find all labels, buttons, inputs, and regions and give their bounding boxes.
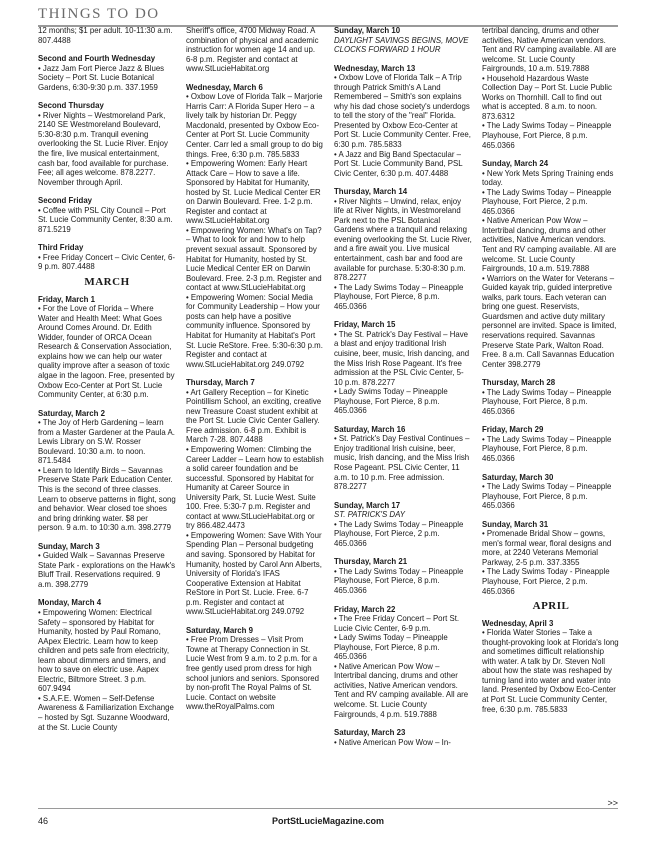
spacer (334, 178, 472, 187)
spacer (334, 311, 472, 320)
day-heading: Wednesday, March 6 (186, 82, 263, 92)
event-entry: • Lady Swims Today – Pineapple Playhouse, Fort Pierce, 8 p.m. 465.0366 (334, 633, 448, 662)
day-subheading: DAYLIGHT SAVINGS BEGINS, MOVE CLOCKS FORWARD 1 HOUR (334, 35, 469, 55)
column-2 (186, 26, 324, 712)
event-entry: • Empowering Women: Climbing the Career Ladder – Learn how to establish a solid career foundation and be successful. Sponsored by Habitat for Humanity at Career Source in University Park, St. Lucie West. Suite 100. Free. 5:30-7 p.m. Register and contact at www.StLucieHabitat.org or try 866.482.4473 (186, 444, 324, 531)
spacer (38, 400, 176, 409)
section-title: THINGS TO DO (38, 6, 160, 22)
month-heading: APRIL (532, 600, 570, 613)
event-entry: • Native American Pow Wow – In- (334, 737, 451, 747)
event-entry: • Native American Pow Wow – Intertribal dancing, drums and other activities, Native American vendors. Tent and RV camping available. All are welcome. St. Lucie County Fairgrounds, 4 p.m. 519.7888 (334, 661, 469, 719)
event-entry: • St. Patrick's Day Festival Continues – Enjoy traditional Irish cuisine, beer, music, Irish dancing, and the Miss Irish Rose Pageant. PSL Civic Center, 11 a.m. to 10 p.m. Free admission. 878.2277 (334, 434, 470, 492)
page-footer (38, 798, 618, 830)
day-heading: Saturday, March 16 (334, 424, 406, 434)
day-heading: Thursday, March 21 (334, 557, 408, 567)
spacer (186, 369, 324, 378)
day-heading: Second Friday (38, 196, 93, 206)
day-heading: Sunday, March 31 (482, 519, 549, 529)
day-heading: Wednesday, April 3 (482, 618, 554, 628)
day-heading: Saturday, March 9 (186, 625, 253, 635)
spacer (38, 533, 176, 542)
spacer (482, 464, 620, 473)
spacer (186, 617, 324, 626)
event-entry: • Lady Swims Today – Pineapple Playhouse, Fort Pierce, 8 p.m. 465.0366 (334, 387, 448, 416)
event-entry: • Florida Water Stories – Take a thought-provoking look at Florida's long and sometimes difficult relationship with water. A talk by Dr. Steven Noll about how the state was reshaped by turning land into water and water into land. Presented by Oxbow Eco-Center at Port St. Lucie Community Center, free, 6:30 p.m. 785.5833 (482, 628, 619, 714)
event-entry: • Coffee with PSL City Council – Port St. Lucie Community Center, 8:30 a.m. 871.5219 (38, 205, 173, 234)
day-heading: Third Friday (38, 243, 84, 253)
event-entry: • The Lady Swims Today – Pineapple Playhouse, Fort Pierce, 8 p.m. 465.0366 (482, 482, 612, 511)
spacer (38, 234, 176, 243)
spacer (334, 492, 472, 501)
spacer (334, 416, 472, 425)
column-4 (482, 26, 620, 714)
month-heading: MARCH (84, 276, 130, 289)
event-entry: • Free Prom Dresses – Visit Prom Towne at Therapy Connection in St. Lucie West from 9 a.m. to 2 p.m. for a free gently used prom dress for high school juniors and seniors. Sponsored by non-profit The Royal Palms of St. Lucie. Contact on website www.theRoyalPalms.com (186, 635, 319, 712)
event-entry: • The Lady Swims Today – Pineapple Playhouse, Fort Pierce, 8 p.m. 465.0366 (482, 434, 612, 463)
event-entry: • The Free Friday Concert – Port St. Lucie Civic Center, 6-9 p.m. (334, 614, 460, 633)
event-entry: • Free Friday Concert – Civic Center, 6-9 p.m. 807.4488 (38, 252, 176, 272)
day-heading: Thursday, March 7 (186, 378, 255, 388)
continued-arrows: >> (607, 798, 618, 808)
page-header (38, 6, 618, 27)
event-entry: • Promenade Bridal Show – gowns, men's formal wear, floral designs and more, at 2240 Veterans Memorial Parkway, 2-5 p.m. 337.3355 (482, 529, 612, 567)
event-entry: • Household Hazardous Waste Collection Day – Port St. Lucie Public Works on Thornhill. Call to find out what is accepted. 8 a.m. to noon. 873.6312 (482, 73, 612, 121)
day-heading: Thursday, March 14 (334, 187, 408, 197)
column-3 (334, 26, 472, 747)
event-entry: tertribal dancing, drums and other activities, Native American vendors. Tent and RV camping available. All are welcome. St. Lucie County Fairgrounds, 10 a.m. 519.7888 (482, 26, 617, 74)
event-entry: • S.A.F.E. Women – Self-Defense Awareness & Familiarization Exchange – hosted by Sgt. Suzanne Woodward, at the St. Lucie County (38, 693, 174, 732)
page-number: 46 (38, 816, 49, 826)
spacer (482, 511, 620, 520)
event-entry: • Native American Pow Wow – Intertribal dancing, drums and other activities, Native American vendors. Tent and RV camping available. All are welcome. St. Lucie County Fairgrounds, 10 a.m. 519.7888 (482, 216, 617, 274)
day-heading: Friday, March 15 (334, 320, 396, 330)
day-heading: Sunday, March 17 (334, 500, 401, 510)
spacer (38, 187, 176, 196)
day-heading: Saturday, March 23 (334, 728, 406, 738)
spacer (334, 548, 472, 557)
spacer (38, 45, 176, 54)
event-entry: 12 months; $1 per adult. 10-11:30 a.m. 807.4488 (38, 26, 173, 45)
event-entry: • New York Mets Spring Training ends today. (482, 168, 614, 188)
spacer (38, 92, 176, 101)
event-entry: • The Lady Swims Today – Pineapple Playhouse, Fort Pierce, 8 p.m. 465.0366 (334, 566, 464, 595)
footer-divider (38, 808, 618, 809)
event-entry: • Empowering Women: Social Media for Community Leadership – How your posts can help have a positive community influence. Sponsored by Habitat for Humanity at Habitat's Port St. Lucie ReStore. Free. 5:30-6:30 p.m. Register and contact at www.StLucieHabitat.org 249.0792 (186, 292, 323, 369)
event-entry: • Oxbow Love of Florida Talk – Marjorie Harris Carr: A Florida Super Hero – a lively talk by historian Dr. Peggy Macdonald, presented by Oxbow Eco-Center at Port St. Lucie Community Center. Carr led a small group to do big things. Free, 6:30 p.m. 785.5833 (186, 92, 323, 159)
day-heading: Second and Fourth Wednesday (38, 54, 156, 64)
event-entry: • The Joy of Herb Gardening – learn from a Master Gardener at the Paula A. Lewis Library on S.W. Rosser Boulevard. 10:30 a.m. to noon. 871.5484 (38, 418, 175, 466)
column-1 (38, 26, 176, 732)
event-entry: • The Lady Swims Today – Pineapple Playhouse, Fort Pierce, 8 p.m. 465.0366 (482, 121, 612, 150)
event-entry: • Empowering Women: What's on Tap? – What to look for and how to help prevent sexual assault. Sponsored by Habitat for Humanity, hosted by St. Lucie Medical Center ER on Darwin Boulevard. Free. 2-3 p.m. Register and contact at www.StLucieHabitat.org (186, 225, 322, 293)
event-entry: • Jazz Jam Fort Pierce Jazz & Blues Society – Port St. Lucie Botanical Gardens, 6:30-9:30 p.m. 337.1959 (38, 63, 165, 92)
day-heading: Sunday, March 3 (38, 541, 100, 551)
day-heading: Friday, March 29 (482, 425, 544, 435)
event-entry: • River Nights – Westmoreland Park, 2140 SE Westmoreland Boulevard, 5:30-8:30 p.m. Tranquil evening overlooking the St. Lucie River. Enjoy the fire, live musical entertainment, cash bar, food available for purchase. Fee; all ages welcome. 878.2277. November through April. (38, 110, 169, 187)
day-heading: Friday, March 22 (334, 604, 396, 614)
event-entry: • Empowering Women: Early Heart Attack Care – How to save a life. Sponsored by Habitat for Humanity, hosted by St. Lucie Medical Center ER on Darwin Boulevard. Free. 1-2 p.m. Register and contact at www.StLucieHabitat.org (186, 159, 321, 226)
events-columns (38, 26, 618, 816)
day-subheading: ST. PATRICK'S DAY (334, 510, 405, 520)
day-heading: Sunday, March 10 (334, 26, 401, 35)
event-entry: • Empowering Women: Electrical Safety – sponsored by Habitat for Humanity, hosted by Paul Romano, AApex Electric. Learn how to keep children and pets safe from electricity, learn about dimmers and timers, and how to save on electric use. Aapex Electric, Biltmore Street. 3 p.m. 607.9494 (38, 607, 170, 694)
event-entry: • A Jazz and Big Band Spectacular – Port St. Lucie Community Band, PSL Civic Center, 6:30 p.m. 407.4488 (334, 149, 463, 178)
spacer (334, 719, 472, 728)
day-heading: Saturday, March 2 (38, 408, 105, 418)
day-heading: Sunday, March 24 (482, 159, 549, 169)
day-heading: Thursday, March 28 (482, 378, 556, 388)
event-entry: • Warriors on the Water for Veterans – Guided kayak trip, guided interpretive walks, park tours. Each veteran can bring one guest. Reservists, Guardsmen and active duty military personnel are invited. Space is limited, reservations required. Savannas Preserve State Park, Walton Road. Free. 8 a.m. Call Savannas Education Center 398.2779 (482, 273, 617, 369)
event-entry: • For the Love of Florida – Where Water and Health Meet: What Goes Around Comes Around. Dr. Edith Widder, founder of ORCA Ocean Research & Conservation Association, explains how we can help our water quality improve after a season of toxic algae in the lagoon. Free, presented by Oxbow Eco-Center at Port St. Lucie Community Center, at 6:30 p.m. (38, 304, 175, 400)
spacer (482, 369, 620, 378)
event-entry: • The Lady Swims Today - Pineapple Playhouse, Fort Pierce, 2 p.m. 465.0366 (482, 567, 610, 596)
website-link[interactable]: PortStLucieMagazine.com (271, 816, 385, 826)
event-entry: • The St. Patrick's Day Festival – Have a blast and enjoy traditional Irish cuisine, beer, music, Irish dancing, and the Miss Irish Rose Pageant. It's free admission at the PSL Civic Center, 5-10 p.m. 878.2277 (334, 329, 470, 387)
spacer (38, 589, 176, 598)
day-heading: Wednesday, March 13 (334, 63, 416, 73)
event-entry: • Art Gallery Reception – for Kinetic Pointillism School, an exciting, creative new Treasure Coast student exhibit at the Port St. Lucie Civic Center Gallery. Free admission. 6-8 p.m. Exhibit is March 7-28. 807.4488 (186, 387, 322, 445)
spacer (482, 150, 620, 159)
day-heading: Monday, March 4 (38, 598, 102, 608)
spacer (334, 596, 472, 605)
event-entry: • The Lady Swims Today – Pineapple Playhouse, Fort Pierce, 2 p.m. 465.0366 (482, 187, 612, 216)
day-heading: Saturday, March 30 (482, 472, 554, 482)
spacer (482, 416, 620, 425)
day-heading: Friday, March 1 (38, 294, 95, 304)
event-entry: • The Lady Swims Today – Pineapple Playhouse, Fort Pierce, 8 p.m. 465.0366 (334, 282, 464, 311)
event-entry: • Empowering Women: Save With Your Spending Plan – Personal budgeting and saving. Sponsored by Habitat for Humanity, hosted by Carol Ann Alberts, University of Florida's IFAS Cooperative Extension at Habitat ReStore in Port St. Lucie. Free. 6-7 p.m. Register and contact at www.StLucieHabitat.org 249.0792 (186, 530, 322, 617)
spacer (186, 74, 324, 83)
event-entry: • Oxbow Love of Florida Talk – A Trip through Patrick Smith's A Land Remembered – Smith's son explains why his dad chose society's underdogs to tell the story of the "real" Florida. Presented by Oxbow Eco-Center at Port St. Lucie Community Center. Free, 6:30 p.m. 785.5833 (334, 73, 471, 150)
event-entry: • The Lady Swims Today – Pineapple Playhouse, Fort Pierce, 2 p.m. 465.0366 (334, 519, 464, 548)
event-entry: • The Lady Swims Today – Pineapple Playhouse, Fort Pierce, 8 p.m. 465.0366 (482, 387, 612, 416)
event-entry: • Guided Walk – Savannas Preserve State Park - explorations on the Hawk's Bluff Trail. Reservations required. 9 a.m. 398.2779 (38, 551, 176, 589)
day-heading: Second Thursday (38, 101, 104, 111)
event-entry: • River Nights – Unwind, relax, enjoy life at River Nights, in Westmoreland Park next to the PSL Botanical Gardens where a tranquil and relaxing evening overlooking the St. Lucie River, and a fire await you. Live musical entertainment, cash bar and food are available for purchase. 5:30-8:30 p.m. 878.2277 (334, 196, 472, 283)
event-entry: • Learn to Identify Birds – Savannas Preserve State Park Education Center. This is the second of three classes. Learn to observe patterns in flight, song and behavior. Wear closed toe shoes and bring drinking water. $8 per person. 9 a.m. to 10:30 a.m. 398.2779 (38, 465, 176, 533)
spacer (334, 55, 472, 64)
event-entry: Sheriff's office, 4700 Midway Road. A combination of physical and academic instruction for women age 14 and up. 6-8 p.m. Register and contact at www.StLucieHabitat.org (186, 26, 319, 74)
